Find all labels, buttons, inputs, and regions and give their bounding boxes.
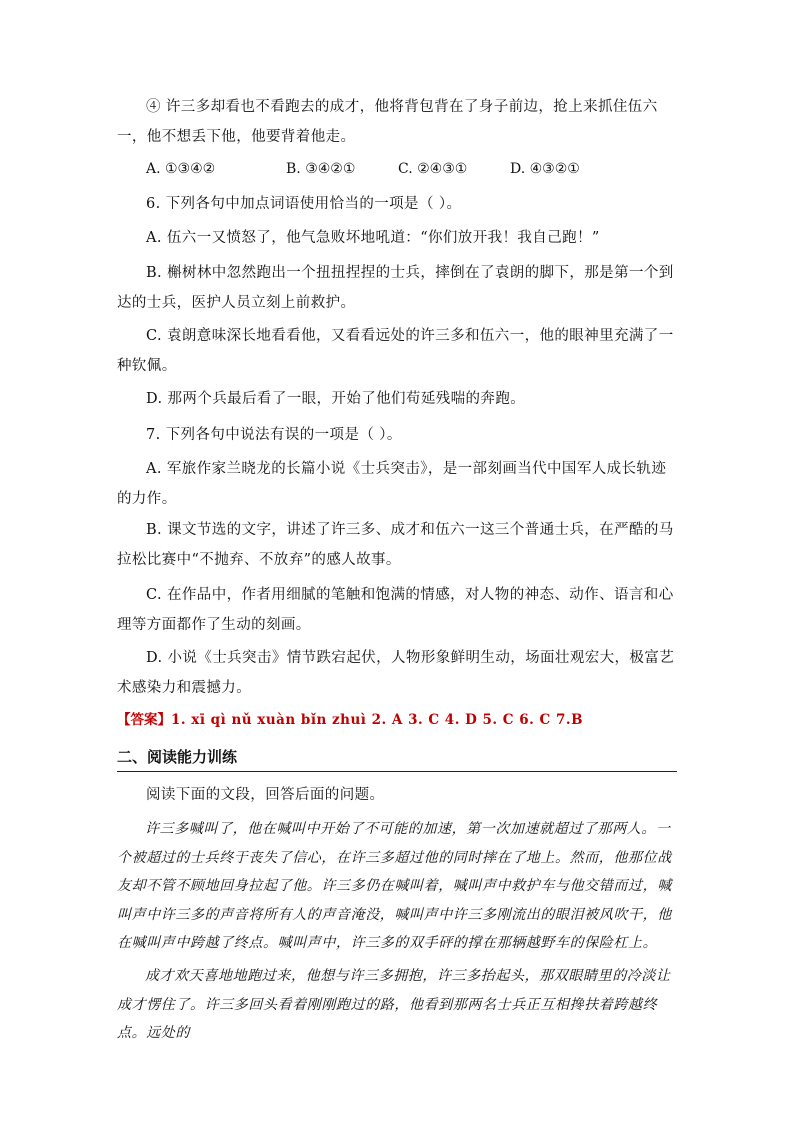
q7-option-d: D. 小说《士兵突击》情节跌宕起伏，人物形象鲜明生动，场面壮观宏大，极富艺术感染力和震撼力。: [117, 650, 675, 696]
section-heading: 二、阅读能力训练: [117, 748, 238, 766]
section-divider: [117, 771, 677, 772]
passage-paragraph-2: 成才欢天喜地地跑过来，他想与许三多拥抱，许三多抬起头，那双眼睛里的冷淡让成才愣住了。许三多回头看着刚刚跑过的路，他看到那两名士兵正互相搀扶着跨越终点。远处的: [117, 968, 671, 1041]
passage-paragraph-1: 许三多喊叫了，他在喊叫中开始了不可能的加速，第一次加速就超过了那两人。一个被超过的士兵终于丧失了信心，在许三多超过他的同时摔在了地上。然而，他那位战友却不管不顾地回身拉起了他。许三多仍在喊叫着，喊叫声中救护车与他交错而过，喊叫声中许三多的声音将所有人的声音淹没，喊叫声中许三多刚流出的眼泪被风吹干，他在喊叫声中跨越了终点。喊叫声中，许三多的双手砰的撑在那辆越野车的保险杠上。: [117, 821, 672, 951]
answer-line: [117, 707, 677, 733]
q6-option-d: D. 那两个兵最后看了一眼，开始了他们苟延残喘的奔跑。: [146, 391, 526, 407]
answer-text: 1. xī qì nǔ xuàn bǐn zhuì 2. A 3. C 4. D 5. C 6. C 7.B: [171, 712, 583, 728]
reading-instruction: 阅读下面的文段，回答后面的问题。: [146, 787, 385, 803]
q7-stem: 7. 下列各句中说法有误的一项是（ ）。: [146, 427, 402, 443]
q6-stem: 6. 下列各句中加点词语使用恰当的一项是（ ）。: [146, 196, 462, 212]
q7-option-b: B. 课文节选的文字，讲述了许三多、成才和伍六一这三个普通士兵，在严酷的马拉松比赛中“不抛弃、不放弃”的感人故事。: [117, 522, 674, 568]
q7-option-a: A. 军旅作家兰晓龙的长篇小说《士兵突击》，是一部刻画当代中国军人成长轨迹的力作。: [117, 461, 667, 507]
q5-options: [146, 155, 676, 183]
q6-option-a: A. 伍六一又愤怒了，他气急败坏地吼道：“你们放开我！我自己跑！”: [146, 230, 600, 246]
q6-option-b: B. 槲树林中忽然跑出一个扭扭捏捏的士兵，摔倒在了袁朗的脚下，那是第一个到达的士兵，医护人员立刻上前救护。: [117, 265, 674, 311]
q5-option-d: D. ④③②①: [510, 161, 580, 177]
q7-option-c: C. 在作品中，作者用细腻的笔触和饱满的情感，对人物的神态、动作、语言和心理等方面都作了生动的刻画。: [117, 587, 674, 633]
q5-option-b: B. ③④②①: [286, 161, 356, 177]
answer-label: 【答案】: [117, 712, 171, 728]
q5-item-4: ④ 许三多却看也不看跑去的成才，他将背包背在了身子前边，抢上来抓住伍六一，他不想丢下他，他要背着他走。: [117, 99, 658, 145]
q5-option-c: C. ②④③①: [398, 161, 468, 177]
q5-option-a: A. ①③④②: [146, 161, 216, 177]
q6-option-c: C. 袁朗意味深长地看看他，又看看远处的许三多和伍六一，他的眼神里充满了一种钦佩。: [117, 328, 674, 374]
